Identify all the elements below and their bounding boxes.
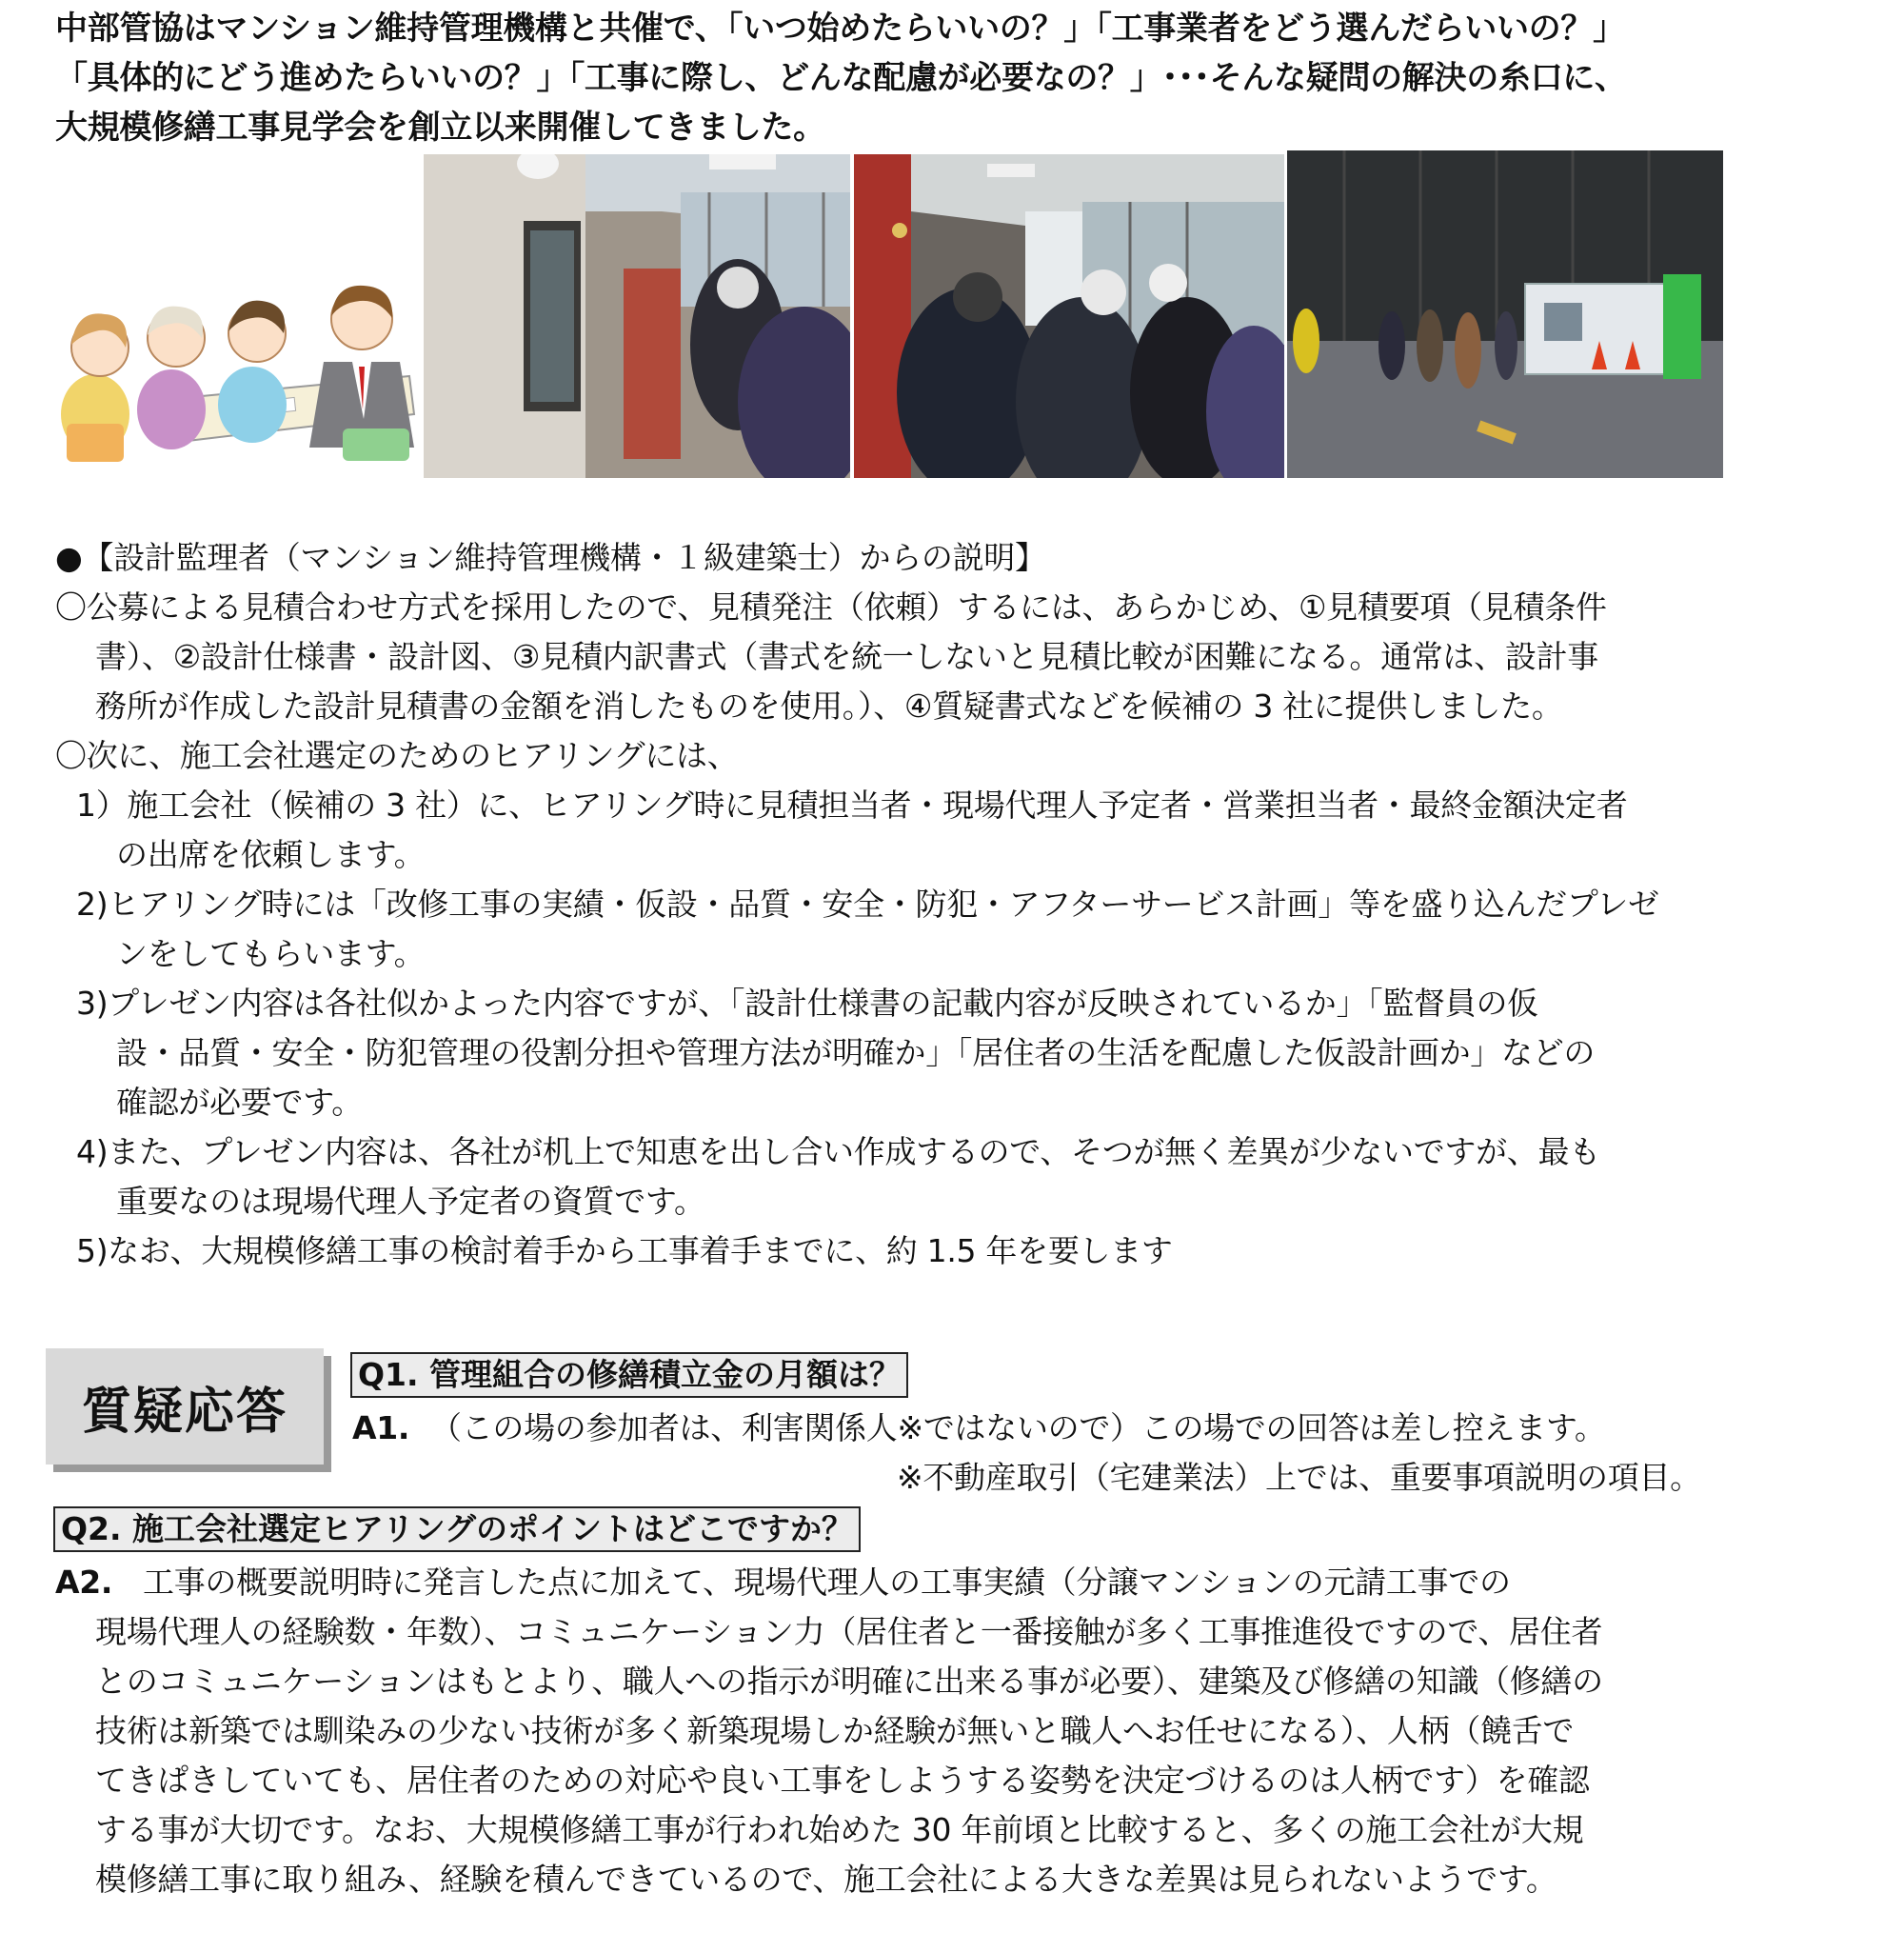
explanation-line: の出席を依頼します。 bbox=[116, 836, 426, 873]
a1-text: （この場の参加者は、利害関係人※ではないので）この場での回答は差し控えます。 bbox=[430, 1409, 1606, 1446]
a2-label: A2. bbox=[55, 1564, 113, 1601]
a2-line: とのコミュニケーションはもとより、職人への指示が明確に出来る事が必要）、建築及び修繕の知識（修繕の bbox=[95, 1663, 1603, 1700]
qa-label: 質疑応答 bbox=[46, 1348, 324, 1465]
a2-line: 模修繕工事に取り組み、経験を積んできているので、施工会社による大きな差異は見られないようです。 bbox=[95, 1861, 1557, 1898]
intro-line: 「具体的にどう進めたらいいの？」「工事に際し、どんな配慮が必要なの？」･･･そんな疑問の解決の糸口に、 bbox=[55, 59, 1627, 97]
explanation-line: 5)なお、大規模修繕工事の検討着手から工事着手までに、約 1.5 年を要します bbox=[76, 1232, 1173, 1269]
a1-note: ※不動産取引（宅建業法）上では、重要事項説明の項目。 bbox=[897, 1459, 1701, 1496]
explanation-line: 重要なのは現場代理人予定者の資質です。 bbox=[116, 1183, 705, 1220]
explanation-line: 〇公募による見積合わせ方式を採用したので、見積発注（依頼）するには、あらかじめ、①見積要項（見積条件 bbox=[55, 588, 1607, 626]
a2-line: する事が大切です。なお、大規模修繕工事が行われ始めた 30 年前頃と比較すると、多くの施工会社が大規 bbox=[95, 1811, 1584, 1848]
explanation-line: 書）、②設計仕様書・設計図、③見積内訳書式（書式を統一しないと見積比較が困難になる。通常は、設計事 bbox=[95, 638, 1598, 675]
intro-line: 中部管協はマンション維持管理機構と共催で、「いつ始めたらいいの？」「工事業者をどう選んだらいいの？」 bbox=[55, 10, 1625, 48]
q1-box: Q1. 管理組合の修繕積立金の月額は？ bbox=[350, 1352, 908, 1398]
q2-box: Q2. 施工会社選定ヒアリングのポイントはどこですか？ bbox=[53, 1506, 861, 1552]
explanation-line: 1）施工会社（候補の 3 社）に、ヒアリング時に見積担当者・現場代理人予定者・営業担当者・最終金額決定者 bbox=[76, 787, 1628, 824]
explanation-line: 確認が必要です。 bbox=[116, 1084, 363, 1121]
explanation-line: 務所が作成した設計見積書の金額を消したものを使用。）、④質疑書式などを候補の 3 社に提供しました。 bbox=[95, 688, 1563, 725]
site-photo-3 bbox=[1287, 150, 1723, 478]
explanation-line: 〇次に、施工会社選定のためのヒアリングには、 bbox=[55, 737, 739, 774]
a2-line: 技術は新築では馴染みの少ない技術が多く新築現場しか経験が無いと職人へお任せになる）、人柄（饒舌で bbox=[95, 1712, 1575, 1749]
explanation-line: ンをしてもらいます。 bbox=[116, 935, 426, 972]
explanation-line: 設・品質・安全・防犯管理の役割分担や管理方法が明確か」「居住者の生活を配慮した仮設計画か」などの bbox=[116, 1034, 1596, 1071]
explanation-line: 3)プレゼン内容は各社似かよった内容ですが、「設計仕様書の記載内容が反映されているか」「監督員の仮 bbox=[76, 985, 1538, 1022]
corridor-photo-1 bbox=[424, 154, 850, 478]
a1-label: A1. bbox=[352, 1409, 410, 1446]
a2-line: 工事の概要説明時に発言した点に加えて、現場代理人の工事実績（分譲マンションの元請工事での bbox=[143, 1564, 1511, 1601]
meeting-illustration bbox=[57, 257, 419, 467]
explanation-line: 2)ヒアリング時には「改修工事の実績・仮設・品質・安全・防犯・アフターサービス計画」等を盛り込んだプレゼ bbox=[76, 886, 1659, 923]
a2-line: てきぱきしていても、居住者のための対応や良い工事をしようする姿勢を決定づけるのは人柄です）を確認 bbox=[95, 1762, 1590, 1799]
a2-line: 現場代理人の経験数・年数）、コミュニケーション力（居住者と一番接触が多く工事推進役ですので、居住者 bbox=[95, 1613, 1603, 1650]
explanation-heading: ●【設計監理者（マンション維持管理機構・１級建築士）からの説明】 bbox=[55, 539, 1046, 576]
corridor-photo-2 bbox=[854, 154, 1284, 478]
intro-line: 大規模修繕工事見学会を創立以来開催してきました。 bbox=[55, 109, 825, 147]
explanation-line: 4)また、プレゼン内容は、各社が机上で知恵を出し合い作成するので、そつが無く差異が少ないですが、最も bbox=[76, 1133, 1600, 1170]
